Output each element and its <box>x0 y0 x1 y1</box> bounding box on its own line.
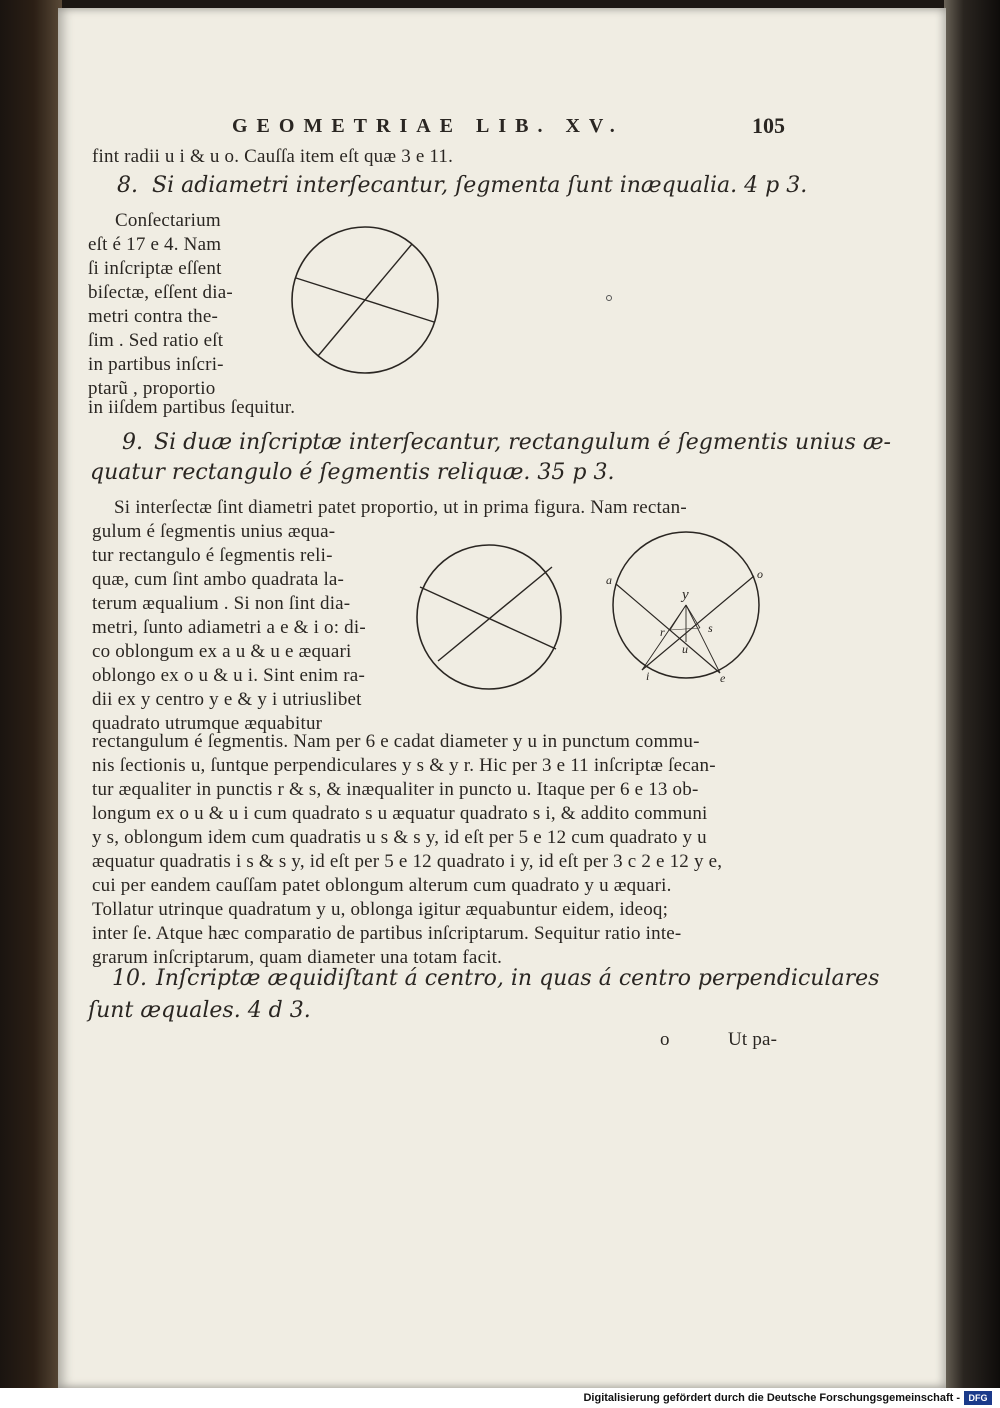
para-9-left-line: gulum é ſegmentis unius æqua- <box>92 521 336 542</box>
consectarium-line: ſim . Sed ratio eſt <box>88 330 224 351</box>
para-9-rest-line: Tollatur utrinque quadratum y u, oblonga igitur æquabuntur eidem, ideoq; <box>92 899 669 920</box>
radius-ye <box>686 605 720 673</box>
figure-label-o: o <box>757 567 763 581</box>
perpendicular-yr <box>670 605 686 630</box>
para-9-left-line: terum æqualium . Si non ſint dia- <box>92 593 351 614</box>
para-9-left-line: quadrato utrumque æquabitur <box>92 713 323 734</box>
para-9-rest-line: y s, oblongum idem cum quadratis u s & s y, id eſt per 5 e 12 cum quadrato y u <box>92 827 707 848</box>
para-9-rest-line: inter ſe. Atque hæc comparatio de partibus inſcriptarum. Sequitur ratio inte- <box>92 923 682 944</box>
para-9-left-line: quæ, cum ſint ambo quadrata la- <box>92 569 345 590</box>
figure-1-diameter-b <box>318 244 412 356</box>
para-9-rest-line: rectangulum é ſegmentis. Nam per 6 e cadat diameter y u in punctum commu- <box>92 731 700 752</box>
consectarium-line: biſectæ, eſſent dia- <box>88 282 233 303</box>
figure-label-s: s <box>708 621 713 635</box>
perpendicular-ys <box>686 605 700 628</box>
book-edge-right <box>944 0 1000 1390</box>
prop-8-text: Si adiametri interſecantur, ſegmenta ſunt inæqualia. 4 p 3. <box>152 173 808 198</box>
figure-label-a: a <box>606 573 612 587</box>
segment-rs <box>670 628 700 630</box>
para-9-left-line: dii ex y centro y e & y i utriuslibet <box>92 689 362 710</box>
prop-10-line-2: ſunt æquales. 4 d 3. <box>88 998 311 1023</box>
chord-ae <box>616 584 720 673</box>
figure-1-circle-diameters <box>290 220 440 380</box>
page-number: 105 <box>752 113 785 138</box>
footer-credit: Digitalisierung gefördert durch die Deutsche Forschungsgemeinschaft - <box>583 1392 960 1404</box>
para-9-left-line: co oblongum ex a u & u e æquari <box>92 641 352 662</box>
figure-3-intersecting-chords <box>600 530 770 690</box>
paper-speck <box>606 295 612 301</box>
prop-10-number: 10. <box>112 966 147 991</box>
text-line-1: fint radii u i & u o. Cauſſa item eſt quæ 3 e 11. <box>92 146 454 167</box>
para-9-rest-line: grarum inſcriptarum, quam diameter una totam facit. <box>92 947 503 968</box>
book-binding-left <box>0 0 62 1390</box>
figure-2-circle <box>417 545 561 689</box>
para-9-rest-line: longum ex o u & u i cum quadrato s u æquatur quadrato s i, & addito communi <box>92 803 708 824</box>
figure-2-circle-diameters <box>414 545 566 693</box>
consectarium-line: metri contra the- <box>88 306 219 327</box>
prop-9-line-2: quatur rectangulo é ſegmentis reliquæ. 35 p 3. <box>90 460 615 485</box>
consectarium-line: Conſectarium <box>115 210 221 231</box>
figure-2-diameter-b <box>438 567 552 661</box>
figure-label-i: i <box>646 669 650 683</box>
consectarium-line: in partibus inſcri- <box>88 354 224 375</box>
catchword: Ut pa- <box>728 1029 778 1050</box>
figure-label-u: u <box>682 642 688 656</box>
dfg-logo: DFG <box>964 1391 992 1405</box>
consectarium-line: eſt é 17 e 4. Nam <box>88 234 222 255</box>
figure-label-y: y <box>682 587 689 603</box>
running-title: GEOMETRIAE LIB. XV. <box>232 115 624 137</box>
prop-9-line-1: Si duæ inſcriptæ interſecantur, rectangulum é ſegmentis unius æ- <box>154 430 891 455</box>
prop-9-number: 9. <box>122 430 143 455</box>
figure-label-e: e <box>720 671 726 685</box>
para-9-rest-line: tur æqualiter in punctis r & s, & inæqualiter in puncto u. Itaque per 6 e 13 ob- <box>92 779 699 800</box>
consectarium-line: in iiſdem partibus ſequitur. <box>88 397 296 418</box>
para-9-left-line: metri, ſunto adiametri a e & i o: di- <box>92 617 366 638</box>
chord-io <box>642 576 754 670</box>
para-9-left-line: tur rectangulo é ſegmentis reli- <box>92 545 333 566</box>
prop-8-number: 8. <box>117 173 138 198</box>
para-9-rest-line: æquatur quadratis i s & s y, id eſt per 5 e 12 quadrato i y, id eſt per 3 c 2 e 12 y e, <box>92 851 723 872</box>
para-9-line: Si interſectæ ſint diametri patet proportio, ut in prima figura. Nam rectan- <box>114 497 687 518</box>
para-9-rest-line: nis ſectionis u, ſuntque perpendiculares y s & y r. Hic per 3 e 11 inſcriptæ ſecan- <box>92 755 716 776</box>
para-9-left-line: oblongo ex o u & u i. Sint enim ra- <box>92 665 365 686</box>
prop-10-line-1: Inſcriptæ æquidiſtant á centro, in quas á centro perpendiculares <box>156 966 880 991</box>
consectarium-line: ptarũ , proportio <box>88 378 216 399</box>
figure-2-diameter-a <box>420 587 556 649</box>
figure-label-r: r <box>660 625 665 639</box>
consectarium-line: ſi inſcriptæ eſſent <box>88 258 222 279</box>
catchword-o: o <box>660 1029 670 1050</box>
para-9-rest-line: cui per eandem cauſſam patet oblongum alterum cum quadrato y u æquari. <box>92 875 672 896</box>
